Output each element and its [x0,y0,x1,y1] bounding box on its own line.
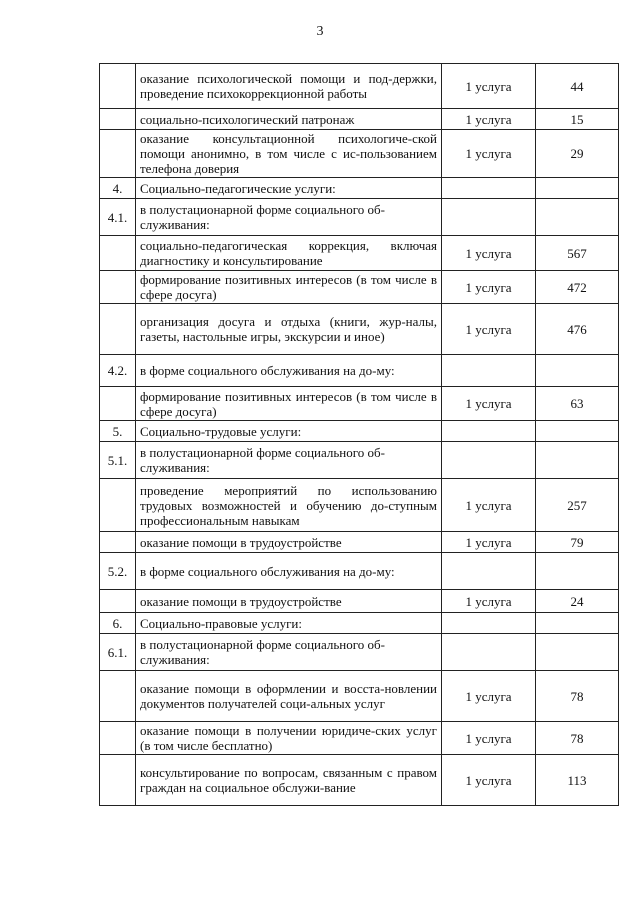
quantity-cell: 567 [536,236,619,271]
unit-cell [442,199,536,236]
service-description-cell: оказание помощи в трудоустройстве [136,532,442,553]
service-description-cell: формирование позитивных интересов (в том числе в сфере досуга) [136,271,442,304]
quantity-cell: 79 [536,532,619,553]
unit-cell: 1 услуга [442,479,536,532]
unit-cell: 1 услуга [442,590,536,613]
row-number-cell: 5.1. [100,442,136,479]
row-number-cell: 5.2. [100,553,136,590]
quantity-cell [536,634,619,671]
quantity-cell: 15 [536,109,619,130]
services-table-body [100,64,619,806]
unit-cell: 1 услуга [442,532,536,553]
table-row [100,553,619,590]
row-number-cell: 5. [100,421,136,442]
row-number-cell [100,755,136,806]
table-row [100,355,619,387]
table-row [100,109,619,130]
row-number-cell [100,590,136,613]
page-number: 3 [316,24,324,39]
table-row [100,634,619,671]
unit-cell [442,355,536,387]
quantity-cell [536,178,619,199]
unit-cell: 1 услуга [442,722,536,755]
quantity-cell: 29 [536,130,619,178]
row-number-cell: 6. [100,613,136,634]
service-description-cell: социально-педагогическая коррекция, включая диагностику и консультирование [136,236,442,271]
unit-cell: 1 услуга [442,671,536,722]
table-row [100,590,619,613]
unit-cell: 1 услуга [442,64,536,109]
service-description-cell: в форме социального обслуживания на до-му: [136,553,442,590]
table-row [100,532,619,553]
services-table [99,63,619,806]
unit-cell [442,553,536,590]
service-description-cell: социально-психологический патронаж [136,109,442,130]
unit-cell: 1 услуга [442,109,536,130]
unit-cell: 1 услуга [442,387,536,421]
table-row [100,613,619,634]
row-number-cell [100,479,136,532]
table-row [100,199,619,236]
table-row [100,130,619,178]
table-row [100,64,619,109]
unit-cell [442,613,536,634]
service-description-cell: оказание психологической помощи и под-держки, проведение психокоррекционной работы [136,64,442,109]
service-description-cell: Социально-трудовые услуги: [136,421,442,442]
table-row [100,236,619,271]
quantity-cell: 113 [536,755,619,806]
quantity-cell [536,199,619,236]
table-row [100,671,619,722]
row-number-cell [100,236,136,271]
quantity-cell: 63 [536,387,619,421]
table-row [100,755,619,806]
quantity-cell: 472 [536,271,619,304]
service-description-cell: оказание помощи в трудоустройстве [136,590,442,613]
service-description-cell: в форме социального обслуживания на до-му: [136,355,442,387]
row-number-cell: 4. [100,178,136,199]
quantity-cell: 476 [536,304,619,355]
quantity-cell [536,355,619,387]
row-number-cell [100,271,136,304]
table-row [100,479,619,532]
service-description-cell: оказание консультационной психологиче-ской помощи анонимно, в том числе с ис-пользованием телефона доверия [136,130,442,178]
table-row [100,421,619,442]
table-row [100,304,619,355]
row-number-cell: 6.1. [100,634,136,671]
service-description-cell: в полустационарной форме социального об-служивания: [136,199,442,236]
row-number-cell [100,109,136,130]
row-number-cell: 4.2. [100,355,136,387]
unit-cell: 1 услуга [442,130,536,178]
quantity-cell: 24 [536,590,619,613]
quantity-cell [536,421,619,442]
quantity-cell: 257 [536,479,619,532]
unit-cell [442,178,536,199]
row-number-cell [100,304,136,355]
quantity-cell: 78 [536,671,619,722]
service-description-cell: в полустационарной форме социального об-служивания: [136,634,442,671]
row-number-cell [100,722,136,755]
table-row [100,178,619,199]
quantity-cell: 78 [536,722,619,755]
service-description-cell: Социально-педагогические услуги: [136,178,442,199]
quantity-cell: 44 [536,64,619,109]
unit-cell: 1 услуга [442,236,536,271]
service-description-cell: проведение мероприятий по использованию трудовых возможностей и обучению до-ступным профессиональным навыкам [136,479,442,532]
service-description-cell: в полустационарной форме социального об-служивания: [136,442,442,479]
row-number-cell [100,532,136,553]
row-number-cell [100,387,136,421]
unit-cell [442,634,536,671]
table-row [100,442,619,479]
service-description-cell: оказание помощи в оформлении и восста-новлении документов получателей соци-альных услуг [136,671,442,722]
service-description-cell: Социально-правовые услуги: [136,613,442,634]
quantity-cell [536,442,619,479]
table-row [100,387,619,421]
table-row [100,271,619,304]
unit-cell [442,421,536,442]
unit-cell: 1 услуга [442,304,536,355]
service-description-cell: оказание помощи в получении юридиче-ских услуг (в том числе бесплатно) [136,722,442,755]
row-number-cell [100,671,136,722]
quantity-cell [536,553,619,590]
service-description-cell: организация досуга и отдыха (книги, жур-налы, газеты, настольные игры, экскурсии и иное) [136,304,442,355]
row-number-cell [100,130,136,178]
row-number-cell: 4.1. [100,199,136,236]
unit-cell: 1 услуга [442,271,536,304]
unit-cell [442,442,536,479]
service-description-cell: консультирование по вопросам, связанным с правом граждан на социальное обслужи-вание [136,755,442,806]
quantity-cell [536,613,619,634]
row-number-cell [100,64,136,109]
table-row [100,722,619,755]
unit-cell: 1 услуга [442,755,536,806]
service-description-cell: формирование позитивных интересов (в том числе в сфере досуга) [136,387,442,421]
